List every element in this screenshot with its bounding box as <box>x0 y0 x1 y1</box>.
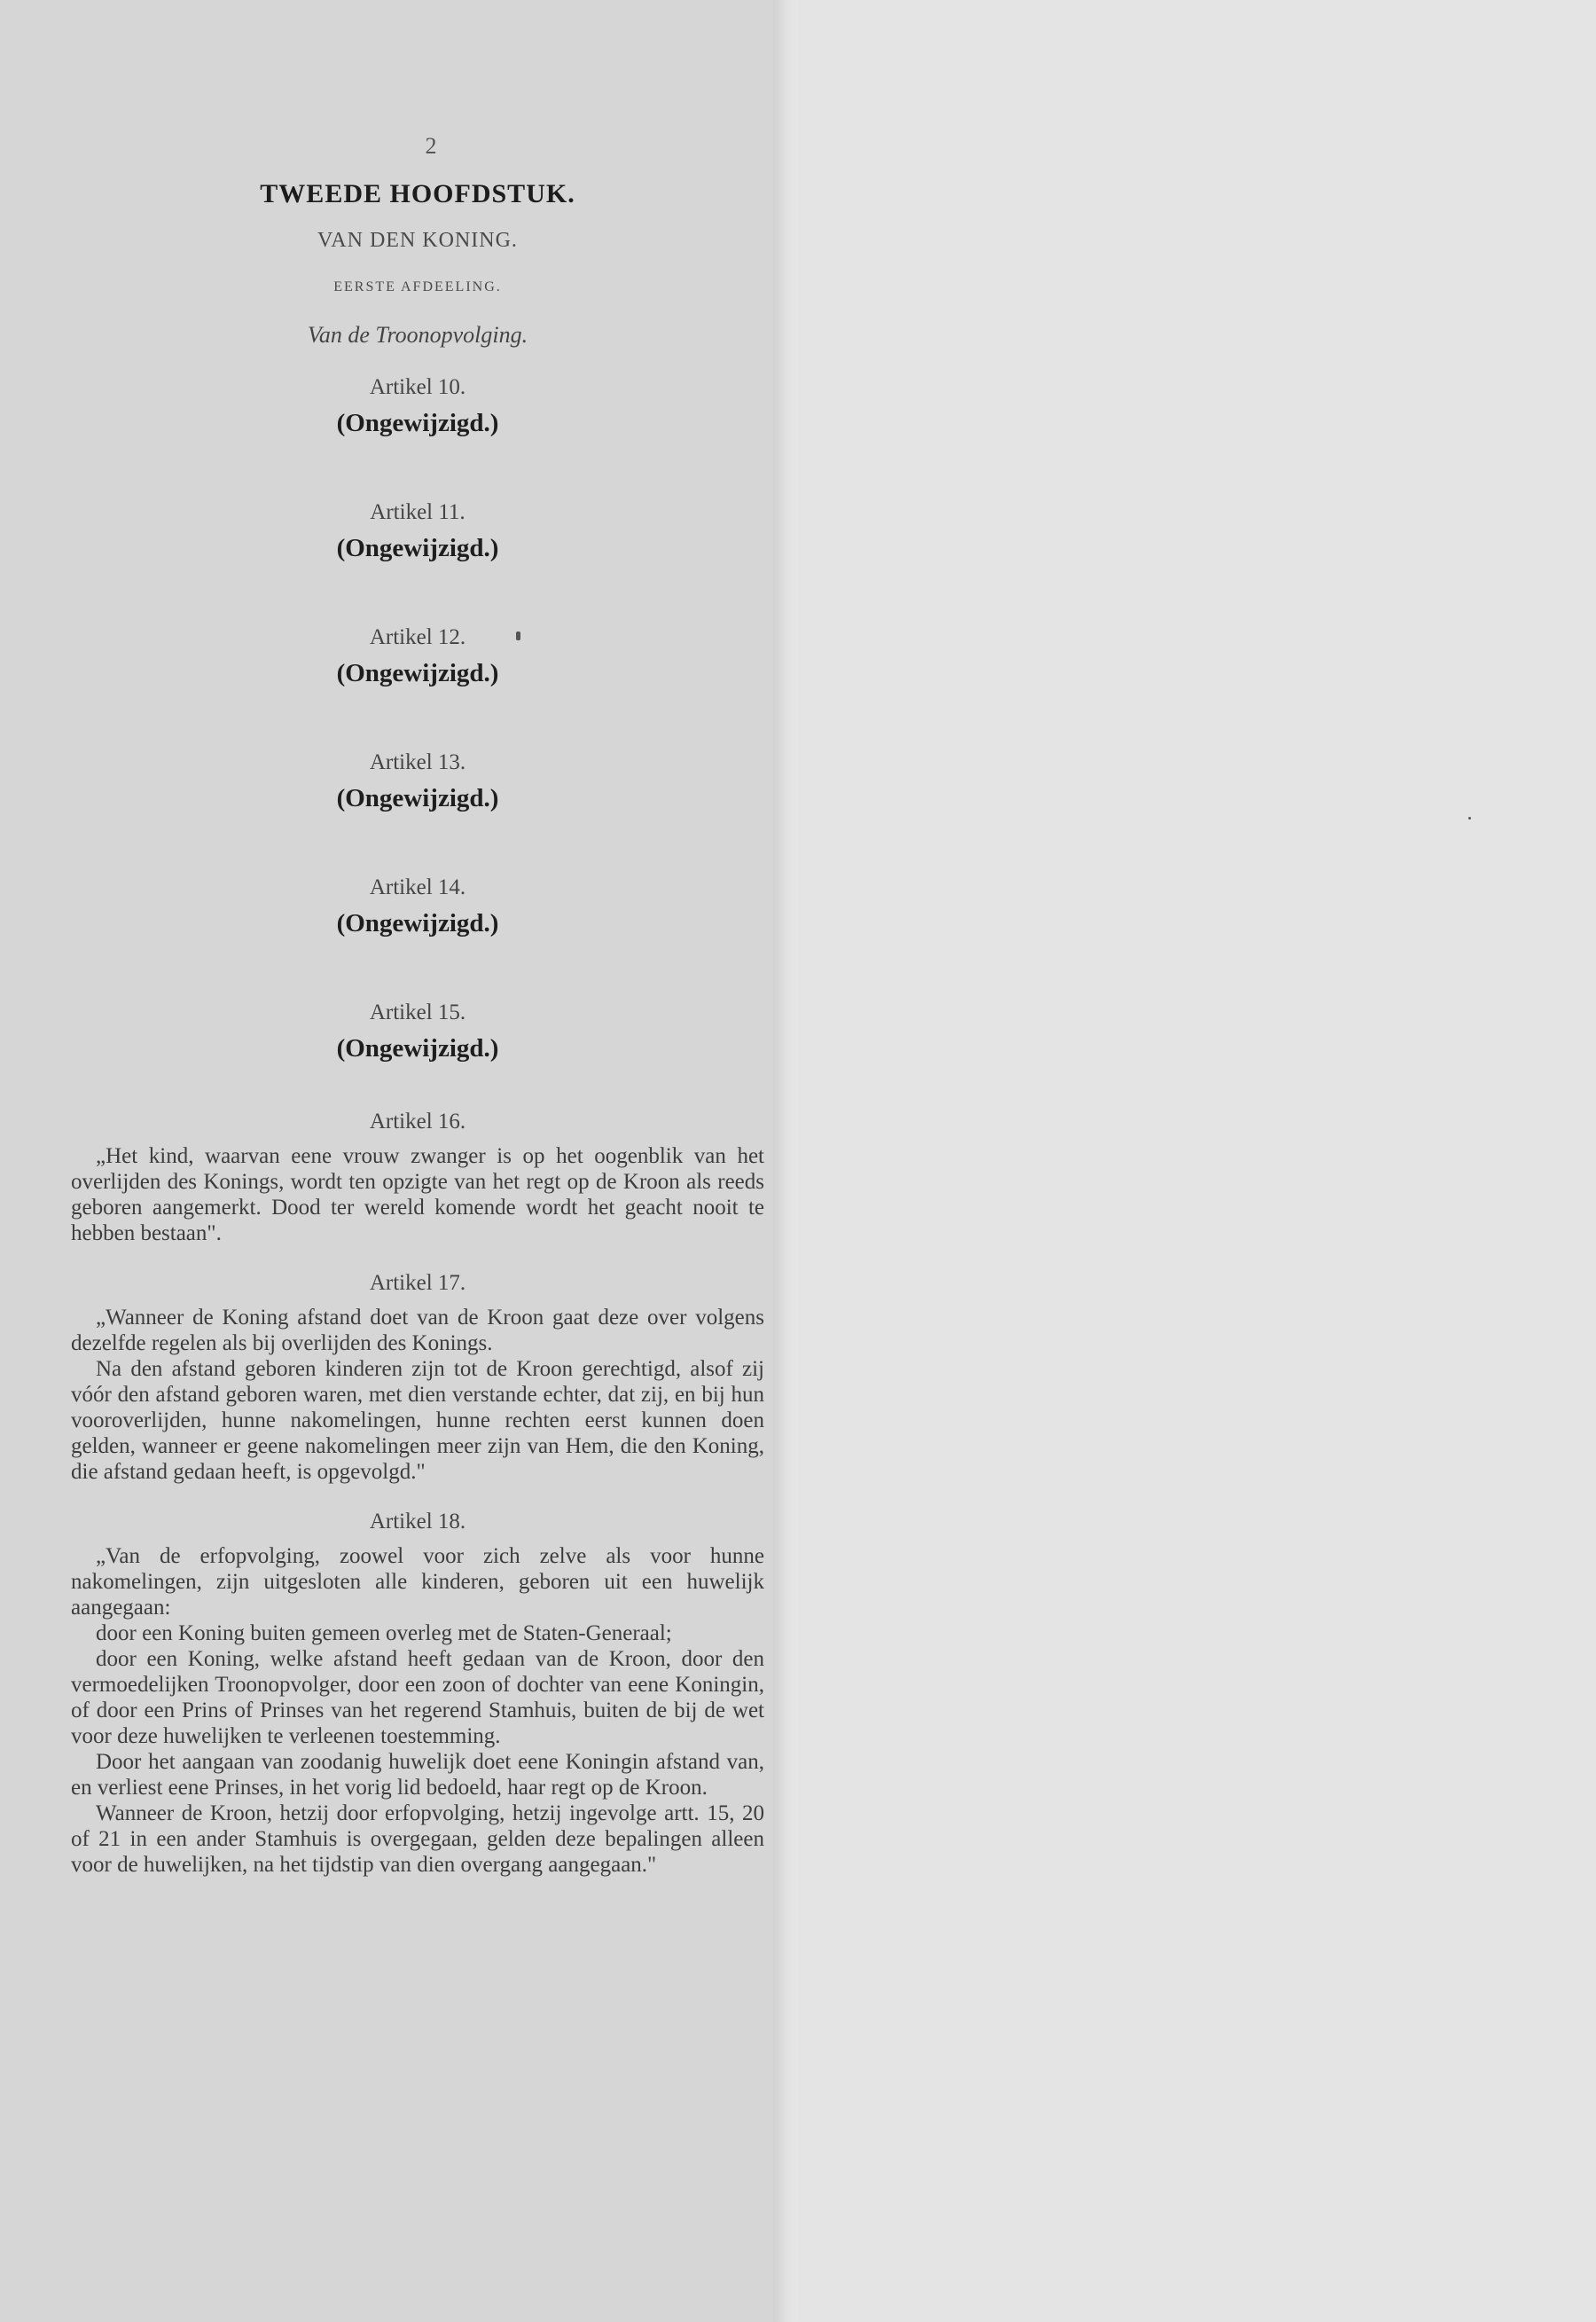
unchanged-article-10 <box>71 375 764 438</box>
article-status: (Ongewijzigd.) <box>336 409 499 437</box>
article-status: (Ongewijzigd.) <box>336 659 499 687</box>
unchanged-article-13 <box>71 750 764 813</box>
article-status: (Ongewijzigd.) <box>336 534 499 562</box>
article-paragraph: „Het kind, waarvan eene vrouw zwanger is op het oogenblik van het overlijden des Konings, wordt ten opzigte van het regt op de Kroon als reeds geboren aangemerkt. Dood ter wereld komende wordt het geacht nooit te hebben bestaan". <box>71 1144 764 1245</box>
article-paragraph: „Wanneer de Koning afstand doet van de Kroon gaat deze over volgens dezelfde regelen als bij overlijden des Konings. <box>71 1306 764 1355</box>
text-column <box>71 133 764 1902</box>
article-status: (Ongewijzigd.) <box>336 784 499 812</box>
article-paragraph: Na den afstand geboren kinderen zijn tot de Kroon gerechtigd, alsof zij vóór den afstand geboren waren, met dien verstande echter, dat zij, en bij hun vooroverlijden, hunne nakomelingen, hunne rechten eerst kunnen doen gelden, wanneer er geene nakomelingen meer zijn van Hem, die den Koning, die afstand gedaan heeft, is opgevolgd." <box>71 1357 764 1484</box>
article-paragraph: door een Koning, welke afstand heeft gedaan van de Kroon, door den vermoedelijken Troonopvolger, door een zoon of dochter van eene Koningin, of door een Prins of Prinses van het regerend Stamhuis, buiten de bij de wet voor deze huwelijken te verleenen toestemming. <box>71 1647 764 1748</box>
article-heading: Artikel 12. <box>369 625 466 649</box>
section-title: EERSTE AFDEELING. <box>333 279 502 294</box>
article-heading: Artikel 10. <box>369 375 466 399</box>
article-16 <box>71 1110 764 1246</box>
unchanged-article-15 <box>71 1000 764 1063</box>
article-17 <box>71 1271 764 1485</box>
page-gutter <box>773 0 798 2322</box>
article-paragraph: Door het aangaan van zoodanig huwelijk doet eene Koningin afstand van, en verliest eene Prinses, in het vorig lid bedoeld, haar regt op de Kroon. <box>71 1750 764 1800</box>
left-page <box>0 0 785 2322</box>
chapter-subtitle: VAN DEN KONING. <box>317 229 518 252</box>
article-18 <box>71 1510 764 1878</box>
article-heading: Artikel 15. <box>369 1000 466 1024</box>
article-paragraph: „Van de erfopvolging, zoowel voor zich zelve als voor hunne nakomelingen, zijn uitgesloten alle kinderen, geboren uit een huwelijk aangegaan: <box>71 1544 764 1620</box>
ink-speck <box>1468 817 1471 820</box>
article-heading: Artikel 17. <box>369 1271 466 1295</box>
article-heading: Artikel 18. <box>369 1510 466 1534</box>
article-heading: Artikel 13. <box>369 750 466 774</box>
article-heading: Artikel 14. <box>369 875 466 899</box>
section-subtitle: Van de Troonopvolging. <box>307 322 528 348</box>
article-heading: Artikel 11. <box>370 500 466 524</box>
article-status: (Ongewijzigd.) <box>336 909 499 937</box>
article-status: (Ongewijzigd.) <box>336 1034 499 1063</box>
right-page-blank <box>798 0 1596 2322</box>
unchanged-article-12 <box>71 625 764 688</box>
page-number: 2 <box>425 133 437 159</box>
unchanged-article-11 <box>71 500 764 563</box>
article-heading: Artikel 16. <box>369 1110 466 1134</box>
chapter-title: TWEEDE HOOFDSTUK. <box>260 179 575 208</box>
article-paragraph: door een Koning buiten gemeen overleg met de Staten-Generaal; <box>96 1621 672 1645</box>
ink-speck <box>516 631 520 640</box>
article-paragraph: Wanneer de Kroon, hetzij door erfopvolging, hetzij ingevolge artt. 15, 20 of 21 in een ander Stamhuis is overgegaan, gelden deze bepalingen alleen voor de huwelijken, na het tijdstip van dien overgang aangegaan." <box>71 1801 764 1877</box>
unchanged-article-14 <box>71 875 764 938</box>
